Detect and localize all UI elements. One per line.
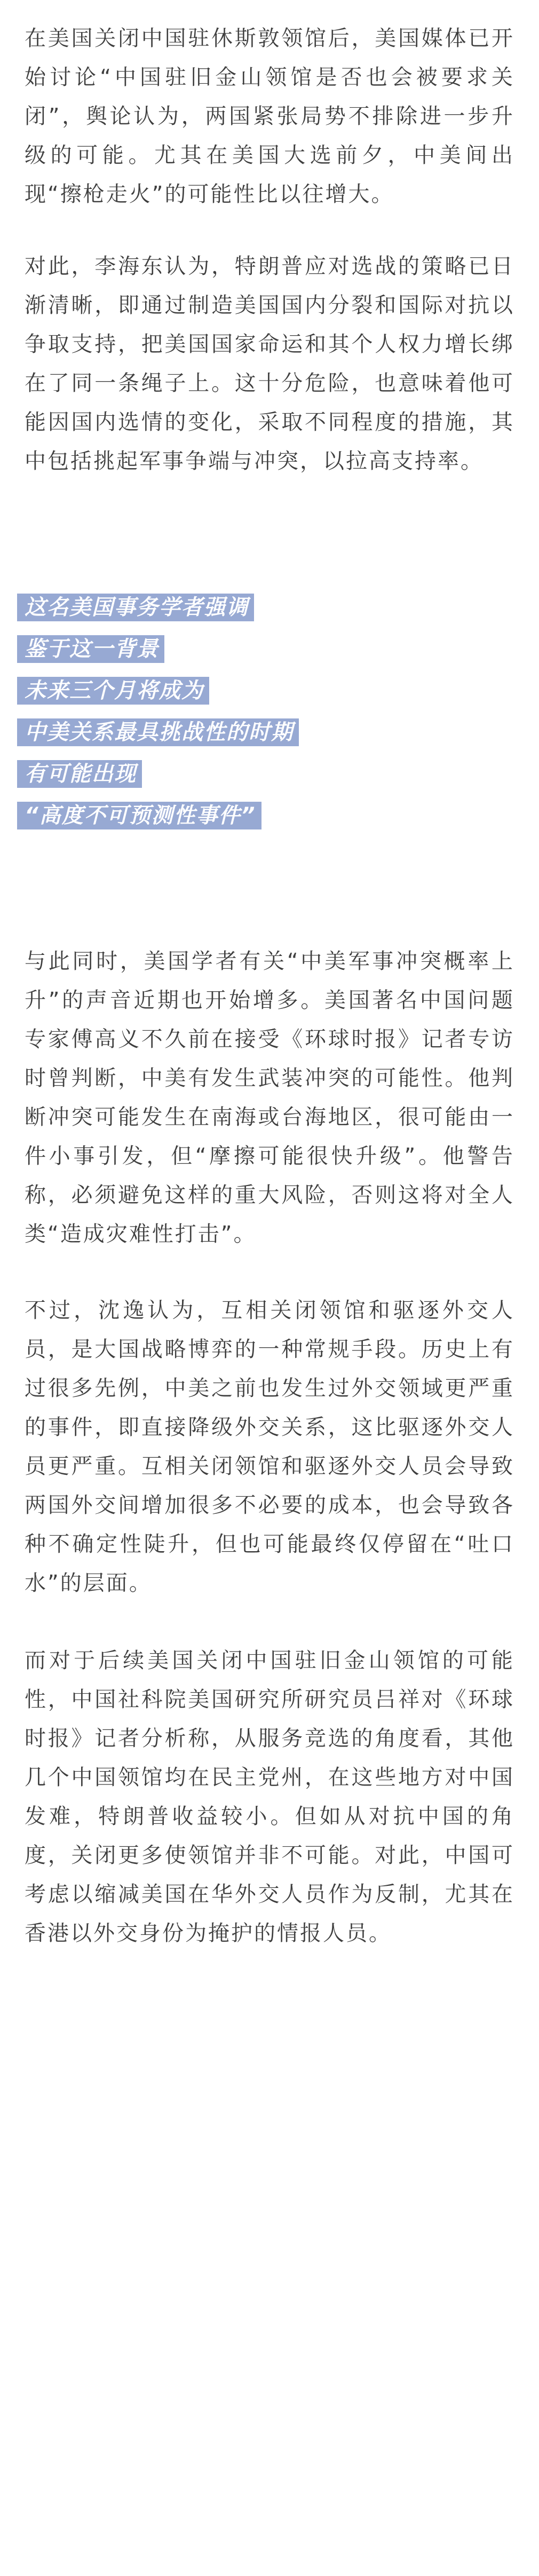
highlight-line: 有可能出现 <box>17 757 514 799</box>
highlight-line: 鉴于这一背景 <box>17 633 514 674</box>
paragraph-4: 不过，沈逸认为，互相关闭领馆和驱逐外交人员，是大国战略博弈的一种常规手段。历史上有过很多先例，中美之前也发生过外交领域更严重的事件，即直接降级外交关系，这比驱逐外交人员更严重。互相关闭领馆和驱逐外交人员会导致两国外交间增加很多不必要的成本，也会导致各种不确定性陡升，但也可能最终仅停留在“吐口水”的层面。 <box>25 1298 514 1595</box>
highlight-line: 未来三个月将成为 <box>17 674 514 716</box>
highlight-line: 中美关系最具挑战性的时期 <box>17 716 514 757</box>
paragraph-1: 在美国关闭中国驻休斯敦领馆后，美国媒体已开始讨论“中国驻旧金山领馆是否也会被要求关闭”，舆论认为，两国紧张局势不排除进一步升级的可能。尤其在美国大选前夕，中美间出现“擦枪走火”的可能性比以往增大。 <box>25 26 514 207</box>
paragraph-5: 而对于后续美国关闭中国驻旧金山领馆的可能性，中国社科院美国研究所研究员吕祥对《环球时报》记者分析称，从服务竞选的角度看，其他几个中国领馆均在民主党州，在这些地方对中国发难，特朗普收益较小。但如从对抗中国的角度，关闭更多使领馆并非不可能。对此，中国可考虑以缩减美国在华外交人员作为反制，尤其在香港以外交身份为掩护的情报人员。 <box>25 1648 514 1946</box>
highlight-line: 这名美国事务学者强调 <box>17 591 514 633</box>
highlight-quote-block <box>17 591 514 841</box>
paragraph-3: 与此同时，美国学者有关“中美军事冲突概率上升”的声音近期也开始增多。美国著名中国问题专家傅高义不久前在接受《环球时报》记者专访时曾判断，中美有发生武装冲突的可能性。他判断冲突可能发生在南海或台海地区，很可能由一件小事引发，但“摩擦可能很快升级”。他警告称，必须避免这样的重大风险，否则这将对全人类“造成灾难性打击”。 <box>25 949 514 1246</box>
article-body <box>25 0 514 1953</box>
highlight-line: “高度不可预测性事件” <box>17 799 514 841</box>
spacer <box>25 841 514 942</box>
paragraph-2: 对此，李海东认为，特朗普应对选战的策略已日渐清晰，即通过制造美国国内分裂和国际对抗以争取支持，把美国国家命运和其个人权力增长绑在了同一条绳子上。这十分危险，也意味着他可能因国内选情的变化，采取不同程度的措施，其中包括挑起军事争端与冲突，以拉高支持率。 <box>25 254 514 473</box>
